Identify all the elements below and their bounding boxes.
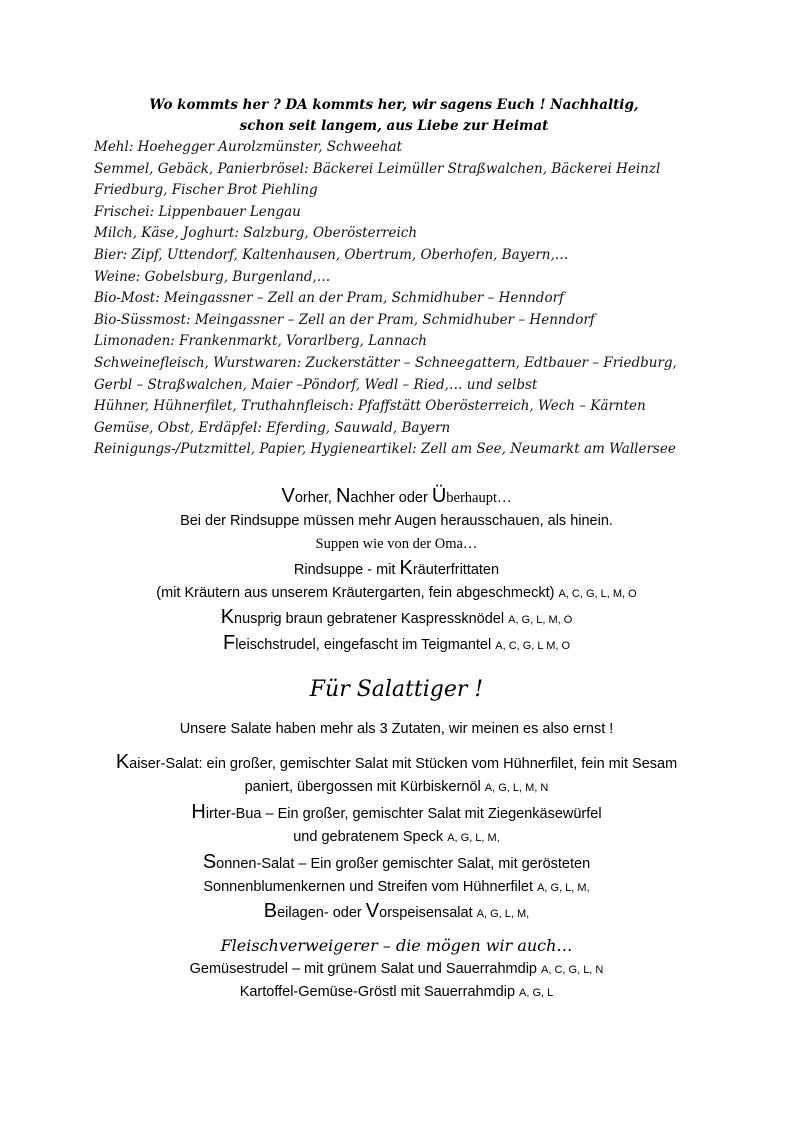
menu-item-kaspressknoedel: Knusprig braun gebratener Kaspressknödel A, G, L, M, O (220, 606, 573, 629)
supplier-line: Limonaden: Frankenmarkt, Vorarlberg, Lannach (94, 333, 427, 350)
starters-heading: Vorher, Nachher oder Überhaupt… (281, 485, 512, 507)
allergen-codes: A, G, L, M, (447, 832, 500, 845)
intro-title-line-1: Wo kommts her ? DA kommts her, wir sagens Euch ! Nachhaltig, (149, 97, 639, 113)
allergen-codes: A, G, L, M, (537, 882, 590, 895)
supplier-line: Gerbl – Straßwalchen, Maier –Pöndorf, Wedl – Ried,… und selbst (94, 376, 538, 393)
soup-tagline: Bei der Rindsuppe müssen mehr Augen herausschauen, als hinein. (180, 513, 613, 530)
supplier-line: Mehl: Hoehegger Aurolzmünster, Schweehat (94, 139, 403, 155)
menu-item-sonnen-salat: Sonnen-Salat – Ein großer gemischter Salat, mit gerösteten (202, 850, 591, 873)
starters-section (0, 485, 793, 658)
supplier-line: Bier: Zipf, Uttendorf, Kaltenhausen, Obertrum, Oberhofen, Bayern,… (94, 246, 569, 263)
menu-item-rindsuppe-detail: (mit Kräutern aus unserem Kräutergarten, fein abgeschmeckt) A, C, G, L, M, O (156, 584, 637, 601)
salad-note: Unsere Salate haben mehr als 3 Zutaten, wir meinen es also ernst ! (179, 721, 614, 737)
menu-item-hirter-bua-detail: und gebratenem Speck A, G, L, M, (293, 829, 500, 846)
supplier-list (94, 137, 694, 461)
allergen-codes: A, G, L (519, 987, 554, 999)
allergen-codes: A, C, G, L, M, O (558, 587, 637, 600)
supplier-line: Bio-Most: Meingassner – Zell an der Pram, Schmidhuber – Henndorf (94, 290, 565, 307)
supplier-line: Gemüse, Obst, Erdäpfel: Eferding, Sauwald, Bayern (94, 419, 451, 436)
supplier-line: Weine: Gobelsburg, Burgenland,… (94, 268, 331, 285)
menu-item-kaiser-salat: Kaiser-Salat: ein großer, gemischter Salat mit Stücken vom Hühnerfilet, fein mit Sesam (115, 751, 678, 773)
salad-heading: Für Salattiger ! (309, 677, 484, 702)
allergen-codes: A, C, G, L, N (541, 964, 604, 976)
supplier-line: Friedburg, Fischer Brot Piehling (94, 182, 318, 199)
soup-subtitle: Suppen wie von der Oma… (315, 536, 478, 553)
menu-item-hirter-bua: Hirter-Bua – Ein großer, gemischter Salat mit Ziegenkäsewürfel (191, 800, 602, 823)
menu-item-groestl: Kartoffel-Gemüse-Gröstl mit Sauerrahmdip A, G, L (239, 984, 554, 1000)
allergen-codes: A, G, L, M, (476, 908, 530, 921)
menu-item-sonnen-salat-detail: Sonnenblumenkernen und Streifen vom Hühnerfilet A, G, L, M, (203, 879, 590, 896)
allergen-codes: A, G, L, M, N (484, 782, 549, 795)
vegetarian-heading: Fleischverweigerer – die mögen wir auch… (220, 936, 573, 955)
allergen-codes: A, C, G, L M, O (495, 640, 571, 653)
supplier-line: Hühner, Hühnerfilet, Truthahnfleisch: Pfaffstätt Oberösterreich, Wech – Kärnten (94, 398, 646, 415)
intro-title-line-2: schon seit langem, aus Liebe zur Heimat (239, 118, 549, 134)
supplier-intro (94, 95, 694, 461)
salad-section (0, 674, 793, 927)
menu-item-kaiser-salat-detail: paniert, übergossen mit Kürbiskernöl A, G, L, M, N (244, 779, 549, 796)
allergen-codes: A, G, L, M, O (508, 614, 573, 627)
supplier-line: Milch, Käse, Joghurt: Salzburg, Oberösterreich (94, 225, 418, 242)
supplier-line: Bio-Süssmost: Meingassner – Zell an der Pram, Schmidhuber – Henndorf (94, 311, 595, 328)
supplier-line: Schweinefleisch, Wurstwaren: Zuckerstätter – Schneegattern, Edtbauer – Friedburg, (94, 354, 677, 371)
menu-item-fleischstrudel: Fleischstrudel, eingefascht im Teigmantel A, C, G, L M, O (222, 632, 571, 655)
menu-item-gemuesestrudel: Gemüsestrudel – mit grünem Salat und Sauerrahmdip A, C, G, L, N (189, 961, 604, 977)
menu-item-rindsuppe: Rindsuppe - mit Kräuterfrittaten (293, 556, 500, 579)
vegetarian-section (0, 934, 793, 1004)
supplier-line: Frischei: Lippenbauer Lengau (94, 203, 301, 220)
supplier-line: Semmel, Gebäck, Panierbrösel: Bäckerei Leimüller Straßwalchen, Bäckerei Heinzl (94, 160, 661, 177)
supplier-line: Reinigungs-/Putzmittel, Papier, Hygieneartikel: Zell am See, Neumarkt am Wallersee (94, 441, 676, 458)
menu-item-beilagensalat: Beilagen- oder Vorspeisensalat A, G, L, M, (263, 900, 530, 923)
